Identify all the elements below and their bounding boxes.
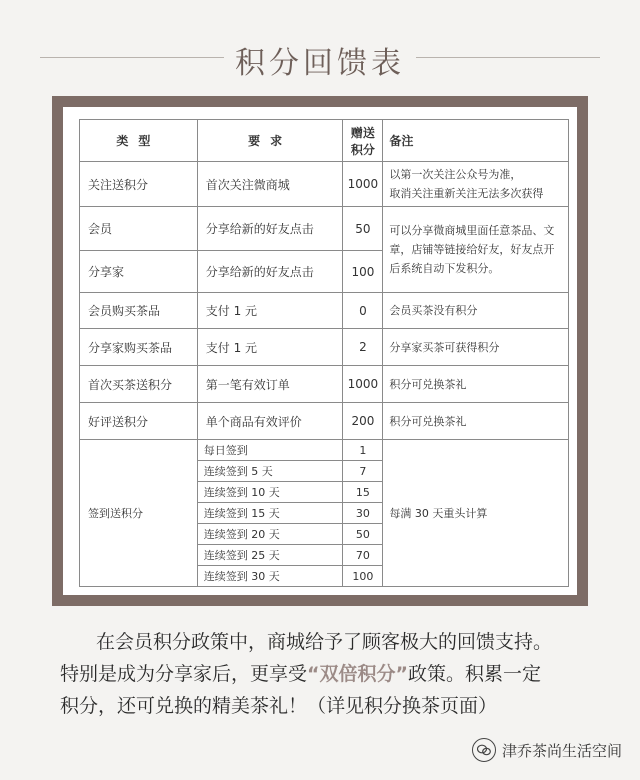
row-type: 好评送积分 bbox=[80, 403, 198, 440]
row-note: 会员买茶没有积分 bbox=[383, 293, 569, 329]
row-type: 首次买茶送积分 bbox=[80, 366, 198, 403]
signin-requirement: 连续签到 20 天 bbox=[197, 524, 343, 545]
row-note: 积分可兑换茶礼 bbox=[383, 366, 569, 403]
row-points: 100 bbox=[343, 251, 383, 293]
table-row bbox=[80, 207, 569, 251]
share-note bbox=[383, 207, 569, 293]
paragraph-text: 政策。积累一定 bbox=[408, 663, 542, 685]
signin-requirement: 连续签到 15 天 bbox=[197, 503, 343, 524]
signin-points: 30 bbox=[343, 503, 383, 524]
row-note bbox=[383, 162, 569, 207]
row-requirement: 分享给新的好友点击 bbox=[197, 207, 343, 251]
table-panel bbox=[63, 107, 577, 595]
row-note: 积分可兑换茶礼 bbox=[383, 403, 569, 440]
signin-points: 1 bbox=[343, 440, 383, 461]
table-frame bbox=[52, 96, 588, 606]
header-points-line2: 积分 bbox=[350, 142, 375, 157]
table-row bbox=[80, 293, 569, 329]
row-type: 会员购买茶品 bbox=[80, 293, 198, 329]
row-requirement: 首次关注微商城 bbox=[197, 162, 343, 207]
watermark bbox=[472, 738, 622, 762]
row-note-line: 以第一次关注公众号为准， bbox=[389, 168, 522, 181]
row-note-line: 取消关注重新关注无法多次获得 bbox=[389, 187, 544, 200]
signin-points: 50 bbox=[343, 524, 383, 545]
signin-requirement: 每日签到 bbox=[197, 440, 343, 461]
header-note: 备注 bbox=[383, 120, 569, 162]
row-type: 会员 bbox=[80, 207, 198, 251]
header-requirement: 要求 bbox=[197, 120, 343, 162]
paragraph-line bbox=[60, 658, 610, 690]
signin-type: 签到送积分 bbox=[80, 440, 198, 587]
signin-points: 15 bbox=[343, 482, 383, 503]
signin-requirement: 连续签到 5 天 bbox=[197, 461, 343, 482]
row-points: 1000 bbox=[343, 162, 383, 207]
paragraph-line: 积分，还可兑换的精美茶礼！（详见积分换茶页面） bbox=[60, 695, 498, 717]
table-row bbox=[80, 162, 569, 207]
share-note-line: 章，店铺等链接给好友，好友点开 bbox=[389, 243, 555, 256]
header-type: 类型 bbox=[80, 120, 198, 162]
row-type: 关注送积分 bbox=[80, 162, 198, 207]
row-points: 2 bbox=[343, 329, 383, 366]
signin-requirement: 连续签到 30 天 bbox=[197, 566, 343, 587]
signin-requirement: 连续签到 10 天 bbox=[197, 482, 343, 503]
table-row bbox=[80, 403, 569, 440]
header-points bbox=[343, 120, 383, 162]
row-points: 200 bbox=[343, 403, 383, 440]
points-table bbox=[79, 119, 569, 587]
table-header-row bbox=[80, 120, 569, 162]
share-note-line: 可以分享微商城里面任意茶品、文 bbox=[389, 224, 555, 237]
title-section bbox=[0, 30, 640, 86]
table-row bbox=[80, 366, 569, 403]
row-points: 1000 bbox=[343, 366, 383, 403]
paragraph-line: 在会员积分政策中，商城给予了顾客极大的回馈支持。 bbox=[96, 631, 553, 653]
row-points: 0 bbox=[343, 293, 383, 329]
table-row bbox=[80, 329, 569, 366]
row-type: 分享家 bbox=[80, 251, 198, 293]
share-note-line: 后系统自动下发积分。 bbox=[389, 262, 500, 275]
header-points-line1: 赠送 bbox=[350, 125, 375, 140]
row-requirement: 单个商品有效评价 bbox=[197, 403, 343, 440]
watermark-text: 津乔茶尚生活空间 bbox=[501, 741, 622, 760]
double-points-highlight: “双倍积分” bbox=[307, 663, 408, 685]
wechat-icon bbox=[472, 738, 496, 762]
policy-paragraph bbox=[60, 626, 610, 722]
signin-note: 每满 30 天重头计算 bbox=[383, 440, 569, 587]
signin-points: 70 bbox=[343, 545, 383, 566]
row-requirement: 第一笔有效订单 bbox=[197, 366, 343, 403]
row-type: 分享家购买茶品 bbox=[80, 329, 198, 366]
row-note: 分享家买茶可获得积分 bbox=[383, 329, 569, 366]
signin-points: 7 bbox=[343, 461, 383, 482]
signin-requirement: 连续签到 25 天 bbox=[197, 545, 343, 566]
row-requirement: 支付 1 元 bbox=[197, 329, 343, 366]
page-title: 积分回馈表 bbox=[235, 46, 405, 81]
paragraph-text: 特别是成为分享家后，更享受 bbox=[60, 663, 308, 685]
row-points: 50 bbox=[343, 207, 383, 251]
signin-row bbox=[80, 440, 569, 461]
row-requirement: 分享给新的好友点击 bbox=[197, 251, 343, 293]
signin-points: 100 bbox=[343, 566, 383, 587]
row-requirement: 支付 1 元 bbox=[197, 293, 343, 329]
